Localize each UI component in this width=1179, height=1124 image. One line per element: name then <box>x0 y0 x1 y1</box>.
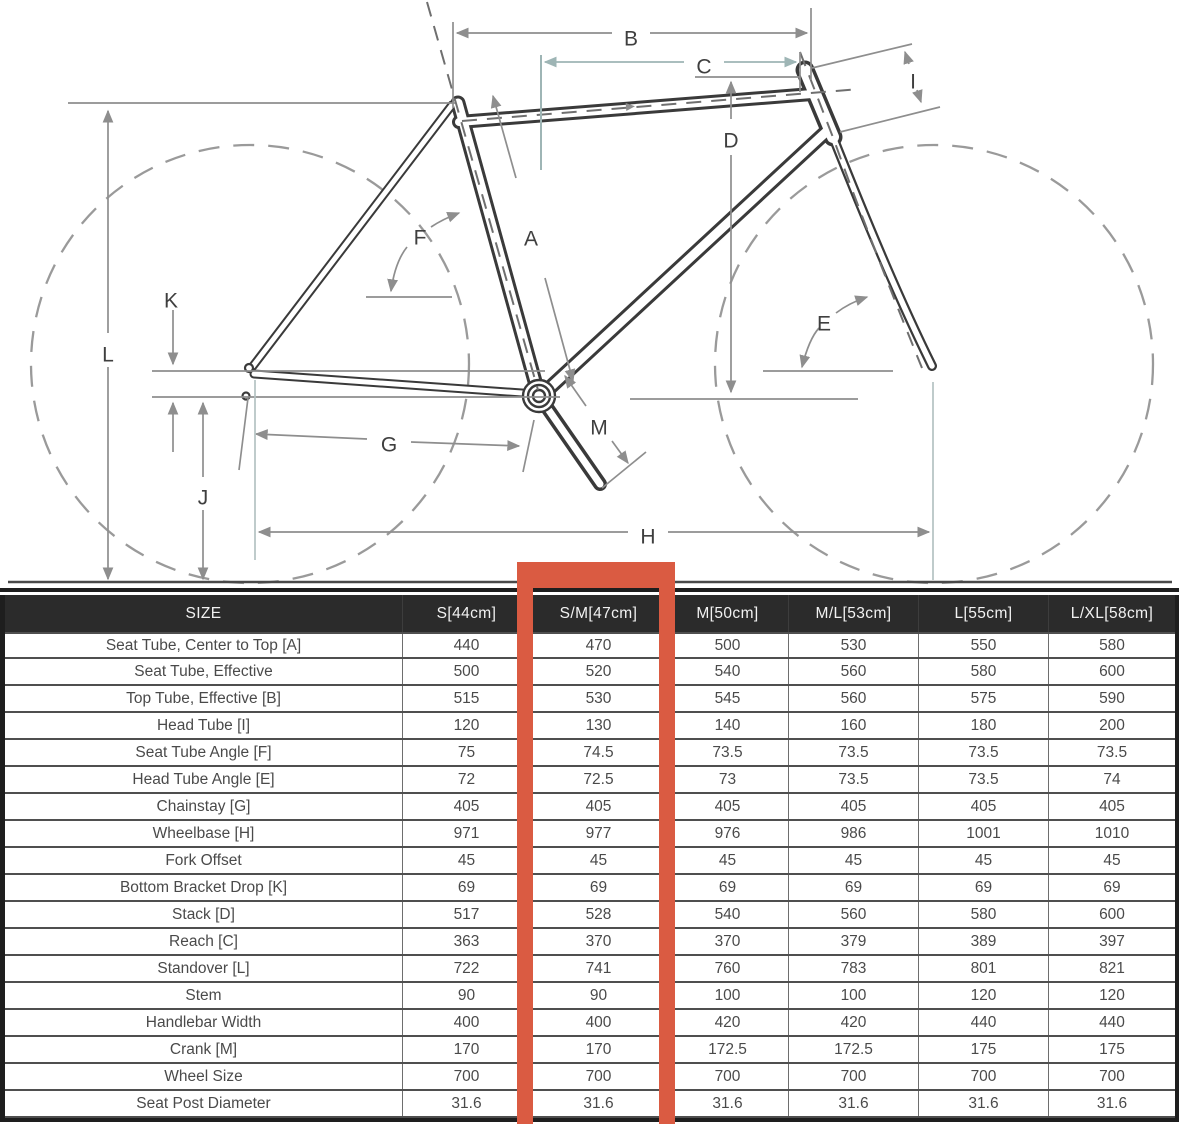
row-value: 175 <box>919 1037 1049 1062</box>
row-value: 73.5 <box>919 767 1049 792</box>
header-cell-column: M[50cm] <box>667 595 789 632</box>
row-value: 700 <box>531 1064 667 1089</box>
bottom-bracket <box>523 380 555 412</box>
row-value: 170 <box>403 1037 531 1062</box>
row-value: 783 <box>789 956 919 981</box>
row-label: Seat Tube, Effective <box>5 659 403 684</box>
row-value: 500 <box>667 634 789 657</box>
row-value: 200 <box>1099 716 1125 734</box>
row-value: 120 <box>919 983 1049 1008</box>
header-cell-column: L/XL[58cm] <box>1070 604 1154 622</box>
row-value: 31.6 <box>667 1091 789 1116</box>
row-value: 580 <box>919 902 1049 927</box>
table-row <box>5 740 1175 767</box>
row-value: 550 <box>919 634 1049 657</box>
row-value: 73.5 <box>667 740 789 765</box>
table-top-border <box>0 588 1179 592</box>
table-row <box>5 1010 1175 1037</box>
row-label: Wheelbase [H] <box>5 821 403 846</box>
dim-label-d: D <box>723 129 739 153</box>
row-label: Fork Offset <box>5 848 403 873</box>
row-value: 75 <box>403 740 531 765</box>
row-value: 170 <box>531 1037 667 1062</box>
table-row <box>5 875 1175 902</box>
row-value: 528 <box>531 902 667 927</box>
row-value: 440 <box>1099 1013 1125 1031</box>
row-value: 45 <box>531 848 667 873</box>
row-value: 1010 <box>1094 824 1130 842</box>
row-value: 530 <box>789 634 919 657</box>
row-value: 69 <box>531 875 667 900</box>
row-value: 74 <box>1103 770 1121 788</box>
row-value: 130 <box>531 713 667 738</box>
dim-label-a: A <box>523 227 539 251</box>
dim-label-m: M <box>590 416 608 440</box>
row-label: Crank [M] <box>5 1037 403 1062</box>
row-value: 575 <box>919 686 1049 711</box>
table-row <box>5 686 1175 713</box>
row-value: 73.5 <box>919 740 1049 765</box>
row-value: 370 <box>531 929 667 954</box>
row-value: 31.6 <box>919 1091 1049 1116</box>
row-label: Stem <box>5 983 403 1008</box>
row-value: 69 <box>403 875 531 900</box>
row-value: 440 <box>403 634 531 657</box>
row-value: 74.5 <box>531 740 667 765</box>
row-value: 540 <box>667 902 789 927</box>
row-value: 971 <box>403 821 531 846</box>
row-value: 45 <box>403 848 531 873</box>
row-value: 73.5 <box>789 767 919 792</box>
row-label: Wheel Size <box>5 1064 403 1089</box>
row-value: 389 <box>919 929 1049 954</box>
row-value: 172.5 <box>789 1037 919 1062</box>
row-value: 180 <box>919 713 1049 738</box>
row-value: 69 <box>919 875 1049 900</box>
row-value: 760 <box>667 956 789 981</box>
dim-label-i: I <box>910 70 916 94</box>
row-value: 700 <box>403 1064 531 1089</box>
row-value: 405 <box>789 794 919 819</box>
row-value: 722 <box>403 956 531 981</box>
table-row <box>5 713 1175 740</box>
table-row <box>5 929 1175 956</box>
row-value: 69 <box>1103 878 1121 896</box>
table-row <box>5 1091 1175 1118</box>
row-value: 69 <box>667 875 789 900</box>
row-label: Stack [D] <box>5 902 403 927</box>
row-value: 90 <box>531 983 667 1008</box>
row-value: 741 <box>531 956 667 981</box>
table-row <box>5 767 1175 794</box>
row-value: 31.6 <box>789 1091 919 1116</box>
row-value: 45 <box>1103 851 1121 869</box>
row-value: 580 <box>1099 636 1125 654</box>
row-value: 545 <box>667 686 789 711</box>
table-row <box>5 1064 1175 1091</box>
row-value: 31.6 <box>531 1091 667 1116</box>
row-value: 175 <box>1099 1040 1125 1058</box>
row-value: 515 <box>403 686 531 711</box>
row-value: 1001 <box>919 821 1049 846</box>
dim-label-k: K <box>163 289 179 313</box>
row-value: 440 <box>919 1010 1049 1035</box>
row-value: 120 <box>1099 986 1125 1004</box>
row-value: 580 <box>919 659 1049 684</box>
row-value: 420 <box>667 1010 789 1035</box>
row-value: 517 <box>403 902 531 927</box>
row-value: 100 <box>667 983 789 1008</box>
frame-group <box>243 70 933 484</box>
table-row <box>5 821 1175 848</box>
row-value: 400 <box>531 1010 667 1035</box>
row-value: 160 <box>789 713 919 738</box>
row-label: Seat Tube Angle [F] <box>5 740 403 765</box>
row-value: 363 <box>403 929 531 954</box>
row-label: Head Tube [I] <box>5 713 403 738</box>
row-value: 397 <box>1099 932 1125 950</box>
row-value: 405 <box>531 794 667 819</box>
table-body <box>5 632 1175 1118</box>
geometry-table <box>0 595 1179 1122</box>
header-cell-size: SIZE <box>5 595 403 632</box>
row-value: 379 <box>789 929 919 954</box>
row-value: 700 <box>667 1064 789 1089</box>
row-value: 560 <box>789 659 919 684</box>
dim-label-e: E <box>816 312 832 336</box>
row-value: 400 <box>403 1010 531 1035</box>
row-value: 69 <box>789 875 919 900</box>
row-value: 31.6 <box>403 1091 531 1116</box>
row-value: 821 <box>1099 959 1125 977</box>
table-row <box>5 632 1175 659</box>
dim-label-c: C <box>696 55 712 79</box>
row-value: 470 <box>531 634 667 657</box>
table-header-row <box>5 595 1175 632</box>
dim-F <box>366 213 459 297</box>
row-value: 90 <box>403 983 531 1008</box>
row-value: 520 <box>531 659 667 684</box>
table-row <box>5 794 1175 821</box>
row-label: Chainstay [G] <box>5 794 403 819</box>
row-value: 600 <box>1099 905 1125 923</box>
row-label: Seat Tube, Center to Top [A] <box>5 634 403 657</box>
table-row <box>5 983 1175 1010</box>
table-row <box>5 902 1175 929</box>
row-value: 700 <box>789 1064 919 1089</box>
row-value: 976 <box>667 821 789 846</box>
row-value: 986 <box>789 821 919 846</box>
row-label: Bottom Bracket Drop [K] <box>5 875 403 900</box>
table-row <box>5 848 1175 875</box>
row-label: Standover [L] <box>5 956 403 981</box>
table-row <box>5 956 1175 983</box>
row-label: Handlebar Width <box>5 1010 403 1035</box>
dim-label-h: H <box>640 525 656 549</box>
row-value: 405 <box>1099 797 1125 815</box>
row-value: 500 <box>403 659 531 684</box>
rear-dropout <box>243 364 254 400</box>
row-value: 45 <box>667 848 789 873</box>
header-cell-column: L[55cm] <box>919 595 1049 632</box>
row-value: 45 <box>789 848 919 873</box>
header-cell-column: M/L[53cm] <box>789 595 919 632</box>
dim-label-j: J <box>197 486 209 510</box>
row-value: 560 <box>789 686 919 711</box>
wheel-circles <box>31 145 1153 583</box>
dim-label-f: F <box>413 226 427 250</box>
table-row <box>5 659 1175 686</box>
row-value: 977 <box>531 821 667 846</box>
row-value: 73.5 <box>1096 743 1128 761</box>
header-cell-column: S/M[47cm] <box>531 595 667 632</box>
row-value: 45 <box>919 848 1049 873</box>
row-value: 600 <box>1099 662 1125 680</box>
dim-label-b: B <box>623 27 639 51</box>
row-value: 405 <box>919 794 1049 819</box>
row-value: 405 <box>403 794 531 819</box>
row-value: 700 <box>1099 1067 1125 1085</box>
row-value: 420 <box>789 1010 919 1035</box>
row-label: Reach [C] <box>5 929 403 954</box>
row-label: Top Tube, Effective [B] <box>5 686 403 711</box>
row-label: Head Tube Angle [E] <box>5 767 403 792</box>
row-value: 700 <box>919 1064 1049 1089</box>
dim-label-g: G <box>380 433 398 457</box>
row-value: 530 <box>531 686 667 711</box>
row-value: 100 <box>789 983 919 1008</box>
row-value: 590 <box>1099 689 1125 707</box>
dim-label-l: L <box>102 343 114 367</box>
geometry-table-area <box>0 588 1179 1122</box>
row-value: 405 <box>667 794 789 819</box>
row-value: 140 <box>667 713 789 738</box>
row-value: 72.5 <box>531 767 667 792</box>
row-value: 73.5 <box>789 740 919 765</box>
row-value: 31.6 <box>1096 1094 1128 1112</box>
row-value: 73 <box>667 767 789 792</box>
row-value: 172.5 <box>667 1037 789 1062</box>
row-value: 72 <box>403 767 531 792</box>
row-value: 540 <box>667 659 789 684</box>
row-label: Seat Post Diameter <box>5 1091 403 1116</box>
table-row <box>5 1037 1175 1064</box>
row-value: 560 <box>789 902 919 927</box>
row-value: 801 <box>919 956 1049 981</box>
header-cell-column: S[44cm] <box>403 595 531 632</box>
row-value: 370 <box>667 929 789 954</box>
row-value: 120 <box>403 713 531 738</box>
